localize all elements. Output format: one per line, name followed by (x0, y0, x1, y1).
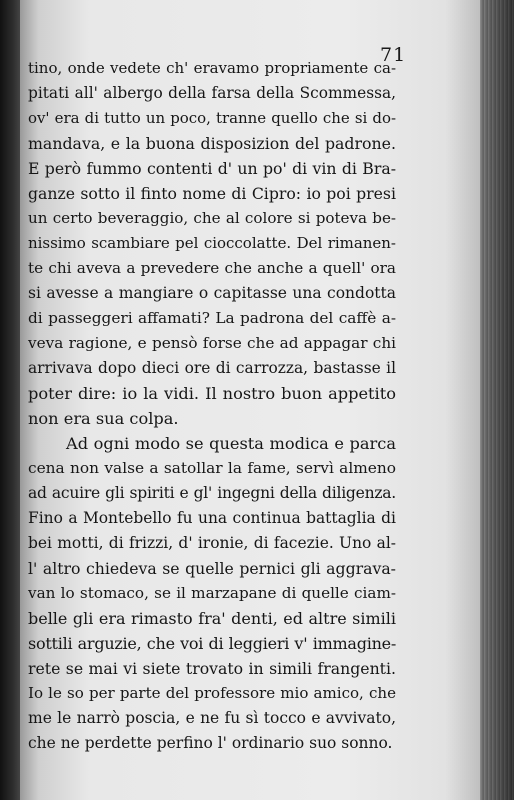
text-line: pitati all' albergo della farsa della Scommessa, (28, 84, 396, 102)
text-line: veva ragione, e pensò forse che ad appagar chi (28, 334, 396, 352)
text-line: l' altro chiedeva se quelle pernici gli aggrava- (28, 559, 396, 578)
text-line: van lo stomaco, se il marzapane di quelle ciam- (28, 584, 396, 602)
text-line: Fino a Montebello fu una continua battaglia di (28, 509, 396, 527)
text-line: Io le so per parte del professore mio amico, che (28, 684, 396, 702)
text-line: me le narrò poscia, e ne fu sì tocco e avvivato, (28, 709, 396, 727)
text-line: ad acuire gli spiriti e gl' ingegni della diligenza. (28, 484, 396, 502)
text-line: belle gli era rimasto fra' denti, ed altre simili (28, 609, 396, 628)
text-line: nissimo scambiare pel cioccolatte. Del rimanen- (28, 234, 396, 252)
text-line: te chi aveva a prevedere che anche a quell' ora (28, 259, 396, 277)
text-line: cena non valse a satollar la fame, servì almeno (28, 459, 396, 477)
text-line: si avesse a mangiare o capitasse una condotta (28, 284, 396, 302)
text-line: ganze sotto il finto nome di Cipro: io poi presi (28, 184, 396, 203)
text-line: arrivava dopo dieci ore di carrozza, bastasse il (28, 359, 396, 377)
text-line: rete se mai vi siete trovato in simili frangenti. (28, 659, 396, 678)
text-line: tino, onde vedete ch' eravamo propriamente ca- (28, 59, 396, 77)
text-line: bei motti, di frizzi, d' ironie, di facezie. Uno al- (28, 534, 396, 552)
book-gutter (0, 0, 22, 800)
text-line: ov' era di tutto un poco, tranne quello che si do- (28, 109, 396, 127)
body-text (28, 56, 396, 756)
text-line: di passeggeri affamati? La padrona del caffè a- (28, 309, 396, 327)
text-line: sottili arguzie, che voi di leggieri v' immagine- (28, 634, 396, 653)
text-line: poter dire: io la vidi. Il nostro buon appetito (28, 384, 396, 403)
text-line: un certo beveraggio, che al colore si poteva be- (28, 209, 396, 227)
text-line: non era sua colpa. (28, 409, 179, 428)
page-number: 71 (380, 44, 407, 66)
page-edges-shade (480, 0, 514, 800)
text-line: mandava, e la buona disposizion del padrone. (28, 134, 396, 153)
text-line: Ad ogni modo se questa modica e parca (66, 434, 396, 453)
text-line: E però fummo contenti d' un po' di vin di Bra- (28, 159, 396, 178)
text-line: che ne perdette perfino l' ordinario suo sonno. (28, 734, 393, 752)
